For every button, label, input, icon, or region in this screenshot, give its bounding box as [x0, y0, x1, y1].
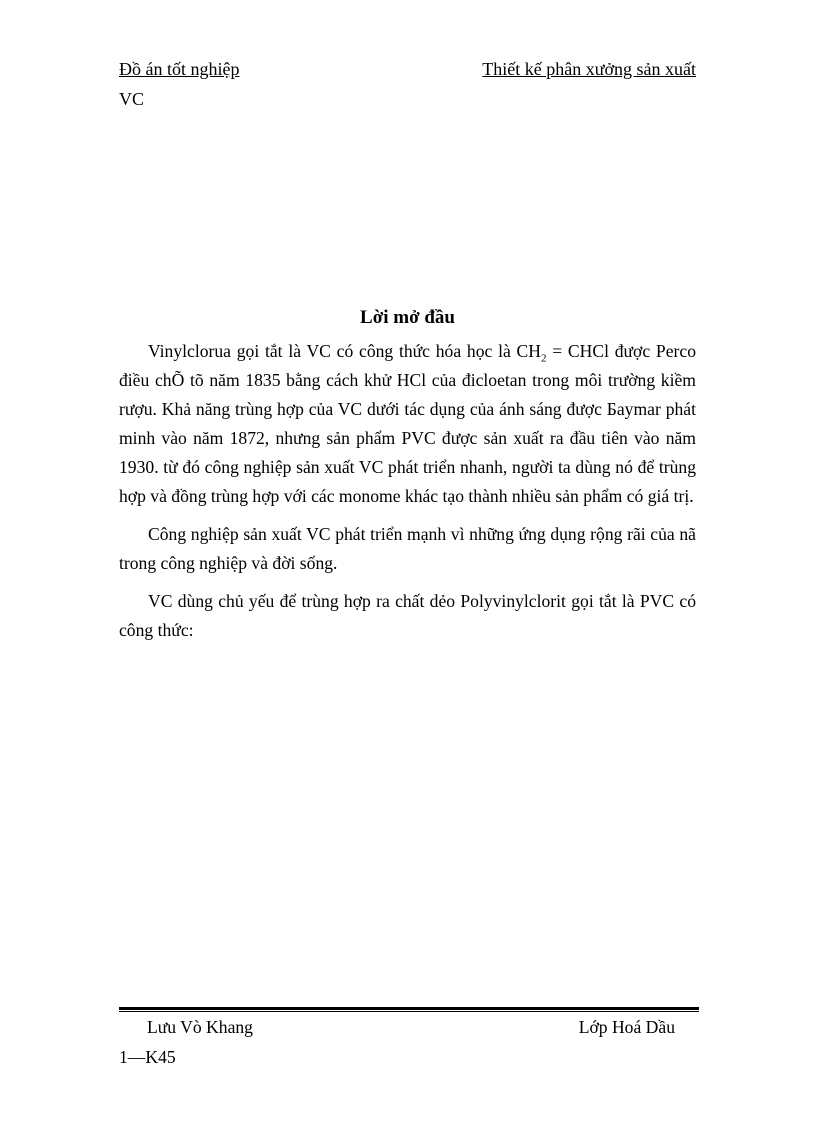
paragraph-3: VC dùng chủ yếu để trùng hợp ra chất dẻo Polyvinylclorit gọi tắt là PVC có công thức: [119, 591, 696, 640]
header-continuation: VC [119, 89, 145, 109]
footer-class: Lớp Hoá Dầu [578, 1017, 675, 1037]
paragraph-2: Công nghiệp sản xuất VC phát triển mạnh vì những ứng dụng rộng rãi của nã trong công nghiệp và đời sống. [119, 524, 696, 573]
paragraph-1 [119, 337, 696, 511]
footer-divider [119, 1007, 699, 1012]
document-body [119, 337, 696, 645]
footer-author: Lưu Vò Khang [147, 1017, 253, 1037]
paragraph-1-rest: = CHCl được Perco điều chÕ tõ năm 1835 bằng cách khử HCl của đicloetan trong môi trường kiềm rượu. Khả năng trùng hợp của VC dưới tác dụng của ánh sáng được Баymar phát minh vào năm 1872, nhưng sản phẩm PVC được sản xuất ra đầu tiên vào năm 1930. từ đó công nghiệp sản xuất VC phát triển nhanh, người ta dùng nó để trùng hợp và đồng trùng hợp với các monome khác tạo thành nhiều sản phẩm có giá trị. [119, 341, 696, 506]
header-right-text: Thiết kế phân xưởng sản xuất [482, 59, 696, 79]
footer-page-label: 1—K45 [119, 1047, 176, 1067]
page-title: Lời mở đầu [360, 307, 455, 328]
header-left-text: Đồ án tốt nghiệp [119, 59, 240, 79]
paragraph-1-start: Vinylclorua gọi tắt là VC có công thức hóa học là CH [148, 341, 541, 361]
footer-row [119, 1014, 675, 1040]
header-row [119, 56, 696, 82]
page-header [119, 56, 696, 112]
page-footer [119, 1014, 675, 1070]
formula-subscript: 2 [540, 352, 547, 365]
